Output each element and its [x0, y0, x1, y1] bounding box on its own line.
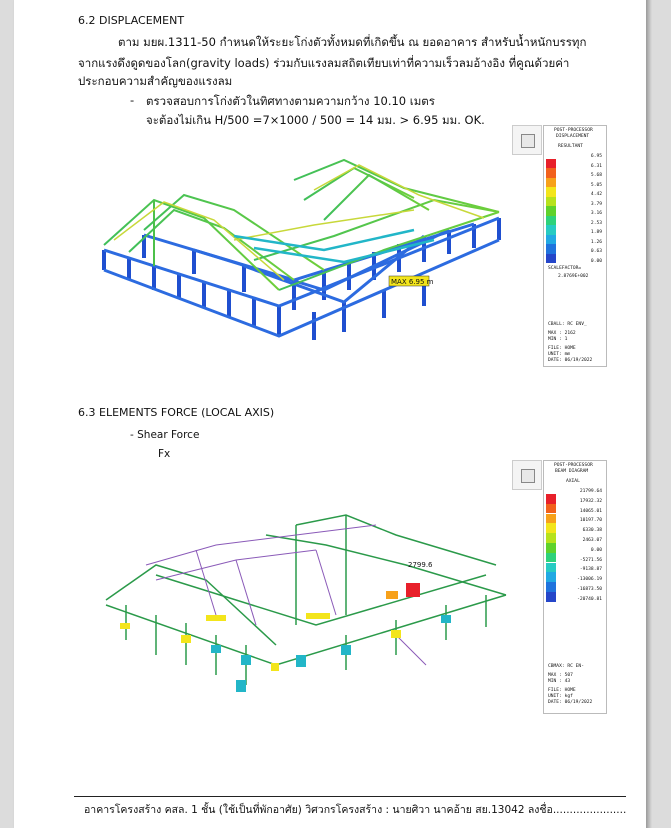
- legend2-file: FILE: HOME: [548, 688, 576, 693]
- legend-subtitle: RESULTANT: [558, 144, 583, 149]
- legend1-value: 6.95: [590, 154, 602, 159]
- legend2-value: 0.00: [590, 547, 602, 553]
- scale-factor-value: 2.8769E+002: [558, 274, 589, 279]
- legend1-value: 5.05: [590, 182, 602, 188]
- legend2-title-2: BEAM DIAGRAM: [555, 469, 589, 474]
- footer-rule: [74, 796, 626, 797]
- legend1-swatch: [546, 168, 556, 178]
- legend2-value: -9138.87: [579, 567, 602, 573]
- legend2-swatch: [546, 592, 556, 602]
- legend1-value: 5.68: [590, 173, 602, 178]
- unit: UNIT: mm: [548, 352, 571, 357]
- legend1-swatch: [546, 178, 556, 188]
- legend1-swatch: [546, 187, 556, 197]
- file-name: FILE: HOME: [548, 346, 576, 351]
- legend2-swatch: [546, 533, 556, 543]
- legend2-date: DATE: 06/19/2022: [548, 700, 593, 705]
- legend1-swatch: [546, 159, 556, 169]
- max-displacement-label: MAX 6.95 m: [391, 278, 434, 286]
- paragraph-line-2: จากแรงดึงดูดของโลก(gravity loads) ร่วมกับแรงลมสถิตเทียบเท่าที่ความเร็วลมอ้างอิง ที่คูณด้วยค่า: [78, 56, 570, 70]
- section-heading-elements-force: 6.3 ELEMENTS FORCE (LOCAL AXIS): [78, 406, 275, 419]
- legend2-value: 10197.70: [579, 518, 602, 524]
- date: DATE: 06/19/2022: [548, 358, 593, 363]
- legend2-swatch: [546, 563, 556, 573]
- max-node: MAX : 2162: [548, 331, 576, 336]
- beam-max-label: 2799.6: [408, 561, 433, 569]
- bullet-marker: -: [130, 93, 135, 107]
- legend2-swatch: [546, 494, 556, 504]
- legend2-value: 2463.07: [582, 538, 602, 543]
- load-case: CBALL: RC ENV_: [548, 322, 587, 327]
- legend-title-2: DISPLACEMENT: [556, 134, 590, 139]
- legend1-value: 3.79: [590, 201, 602, 207]
- legend2-swatch: [546, 514, 556, 524]
- legend2-swatch: [546, 523, 556, 533]
- legend1-swatch: [546, 235, 556, 245]
- legend2-value: 17932.32: [579, 498, 602, 504]
- view-cube-icon-2: [512, 460, 542, 490]
- legend-title-1: POST-PROCESSOR: [554, 128, 593, 133]
- legend2-value: 6330.38: [582, 528, 602, 534]
- view-cube-icon: [512, 125, 542, 155]
- legend2-value: -20740.81: [577, 596, 602, 602]
- legend2-swatch: [546, 553, 556, 563]
- legend1-value: 0.00: [590, 258, 602, 264]
- legend2-subtitle: AXIAL: [566, 479, 580, 484]
- legend2-swatch: [546, 504, 556, 514]
- bullet-line-1: ตรวจสอบการโก่งตัวในทิศทางตามความกว้าง 10.10 เมตร: [146, 94, 435, 108]
- legend2-value: 21799.64: [579, 489, 602, 494]
- legend2-swatch: [546, 572, 556, 582]
- legend1-swatch: [546, 206, 556, 216]
- beam-legend-panel: [543, 460, 607, 714]
- legend1-value: 4.42: [590, 192, 602, 197]
- legend1-value: 2.53: [590, 220, 602, 226]
- legend1-swatch: [546, 244, 556, 254]
- page-edge-shadow: [646, 0, 652, 828]
- subheading-shear-force: - Shear Force: [130, 429, 200, 441]
- displacement-legend-panel: [543, 125, 607, 367]
- legend2-title-1: POST-PROCESSOR: [554, 463, 593, 468]
- subheading-fx: Fx: [158, 448, 171, 460]
- legend2-swatch: [546, 582, 556, 592]
- legend2-load-case: CBMAX: RC EN-: [548, 664, 584, 669]
- legend1-value: 6.31: [590, 163, 602, 169]
- legend1-value: 1.26: [590, 239, 602, 245]
- legend1-swatch: [546, 216, 556, 226]
- legend2-swatch: [546, 543, 556, 553]
- legend2-value: 14065.01: [579, 508, 602, 514]
- bullet-line-2: จะต้องไม่เกิน H/500 =7×1000 / 500 = 14 มม. > 6.95 มม. OK.: [146, 113, 485, 127]
- paragraph-line-1: ตาม มยผ.1311-50 กำหนดให้ระยะโก่งตัวทั้งหมดที่เกิดขึ้น ณ ยอดอาคาร สำหรับน้ำหนักบรรทุก: [118, 35, 587, 49]
- legend2-max: MAX : 507: [548, 673, 573, 678]
- legend2-min: MIN : 43: [548, 679, 571, 684]
- legend1-swatch: [546, 225, 556, 235]
- legend1-value: 0.63: [590, 249, 602, 254]
- section-heading-displacement: 6.2 DISPLACEMENT: [78, 14, 185, 27]
- legend2-unit: UNIT: kgf: [548, 694, 573, 699]
- legend2-value: -5271.56: [579, 557, 602, 563]
- legend1-swatch: [546, 197, 556, 207]
- legend1-value: 3.16: [590, 211, 602, 216]
- legend2-value: -16873.50: [577, 587, 602, 592]
- paragraph-line-3: ประกอบความสำคัญของแรงลม: [78, 74, 233, 88]
- beam-diagram-figure: [96, 505, 516, 700]
- legend1-swatch: [546, 254, 556, 264]
- min-node: MIN : 1: [548, 337, 568, 342]
- scale-factor-label: SCALEFACTOR=: [548, 266, 582, 271]
- legend2-value: -13006.19: [577, 577, 602, 583]
- legend1-value: 1.89: [590, 230, 602, 235]
- displacement-structure-figure: [84, 140, 514, 360]
- footer-text: อาคารโครงสร้าง คสล. 1 ชั้น (ใช้เป็นที่พักอาศัย) วิศวกรโครงสร้าง : นายศิวา นาคอ้าย สย.13042 ลงชื่อ......................: [84, 804, 627, 816]
